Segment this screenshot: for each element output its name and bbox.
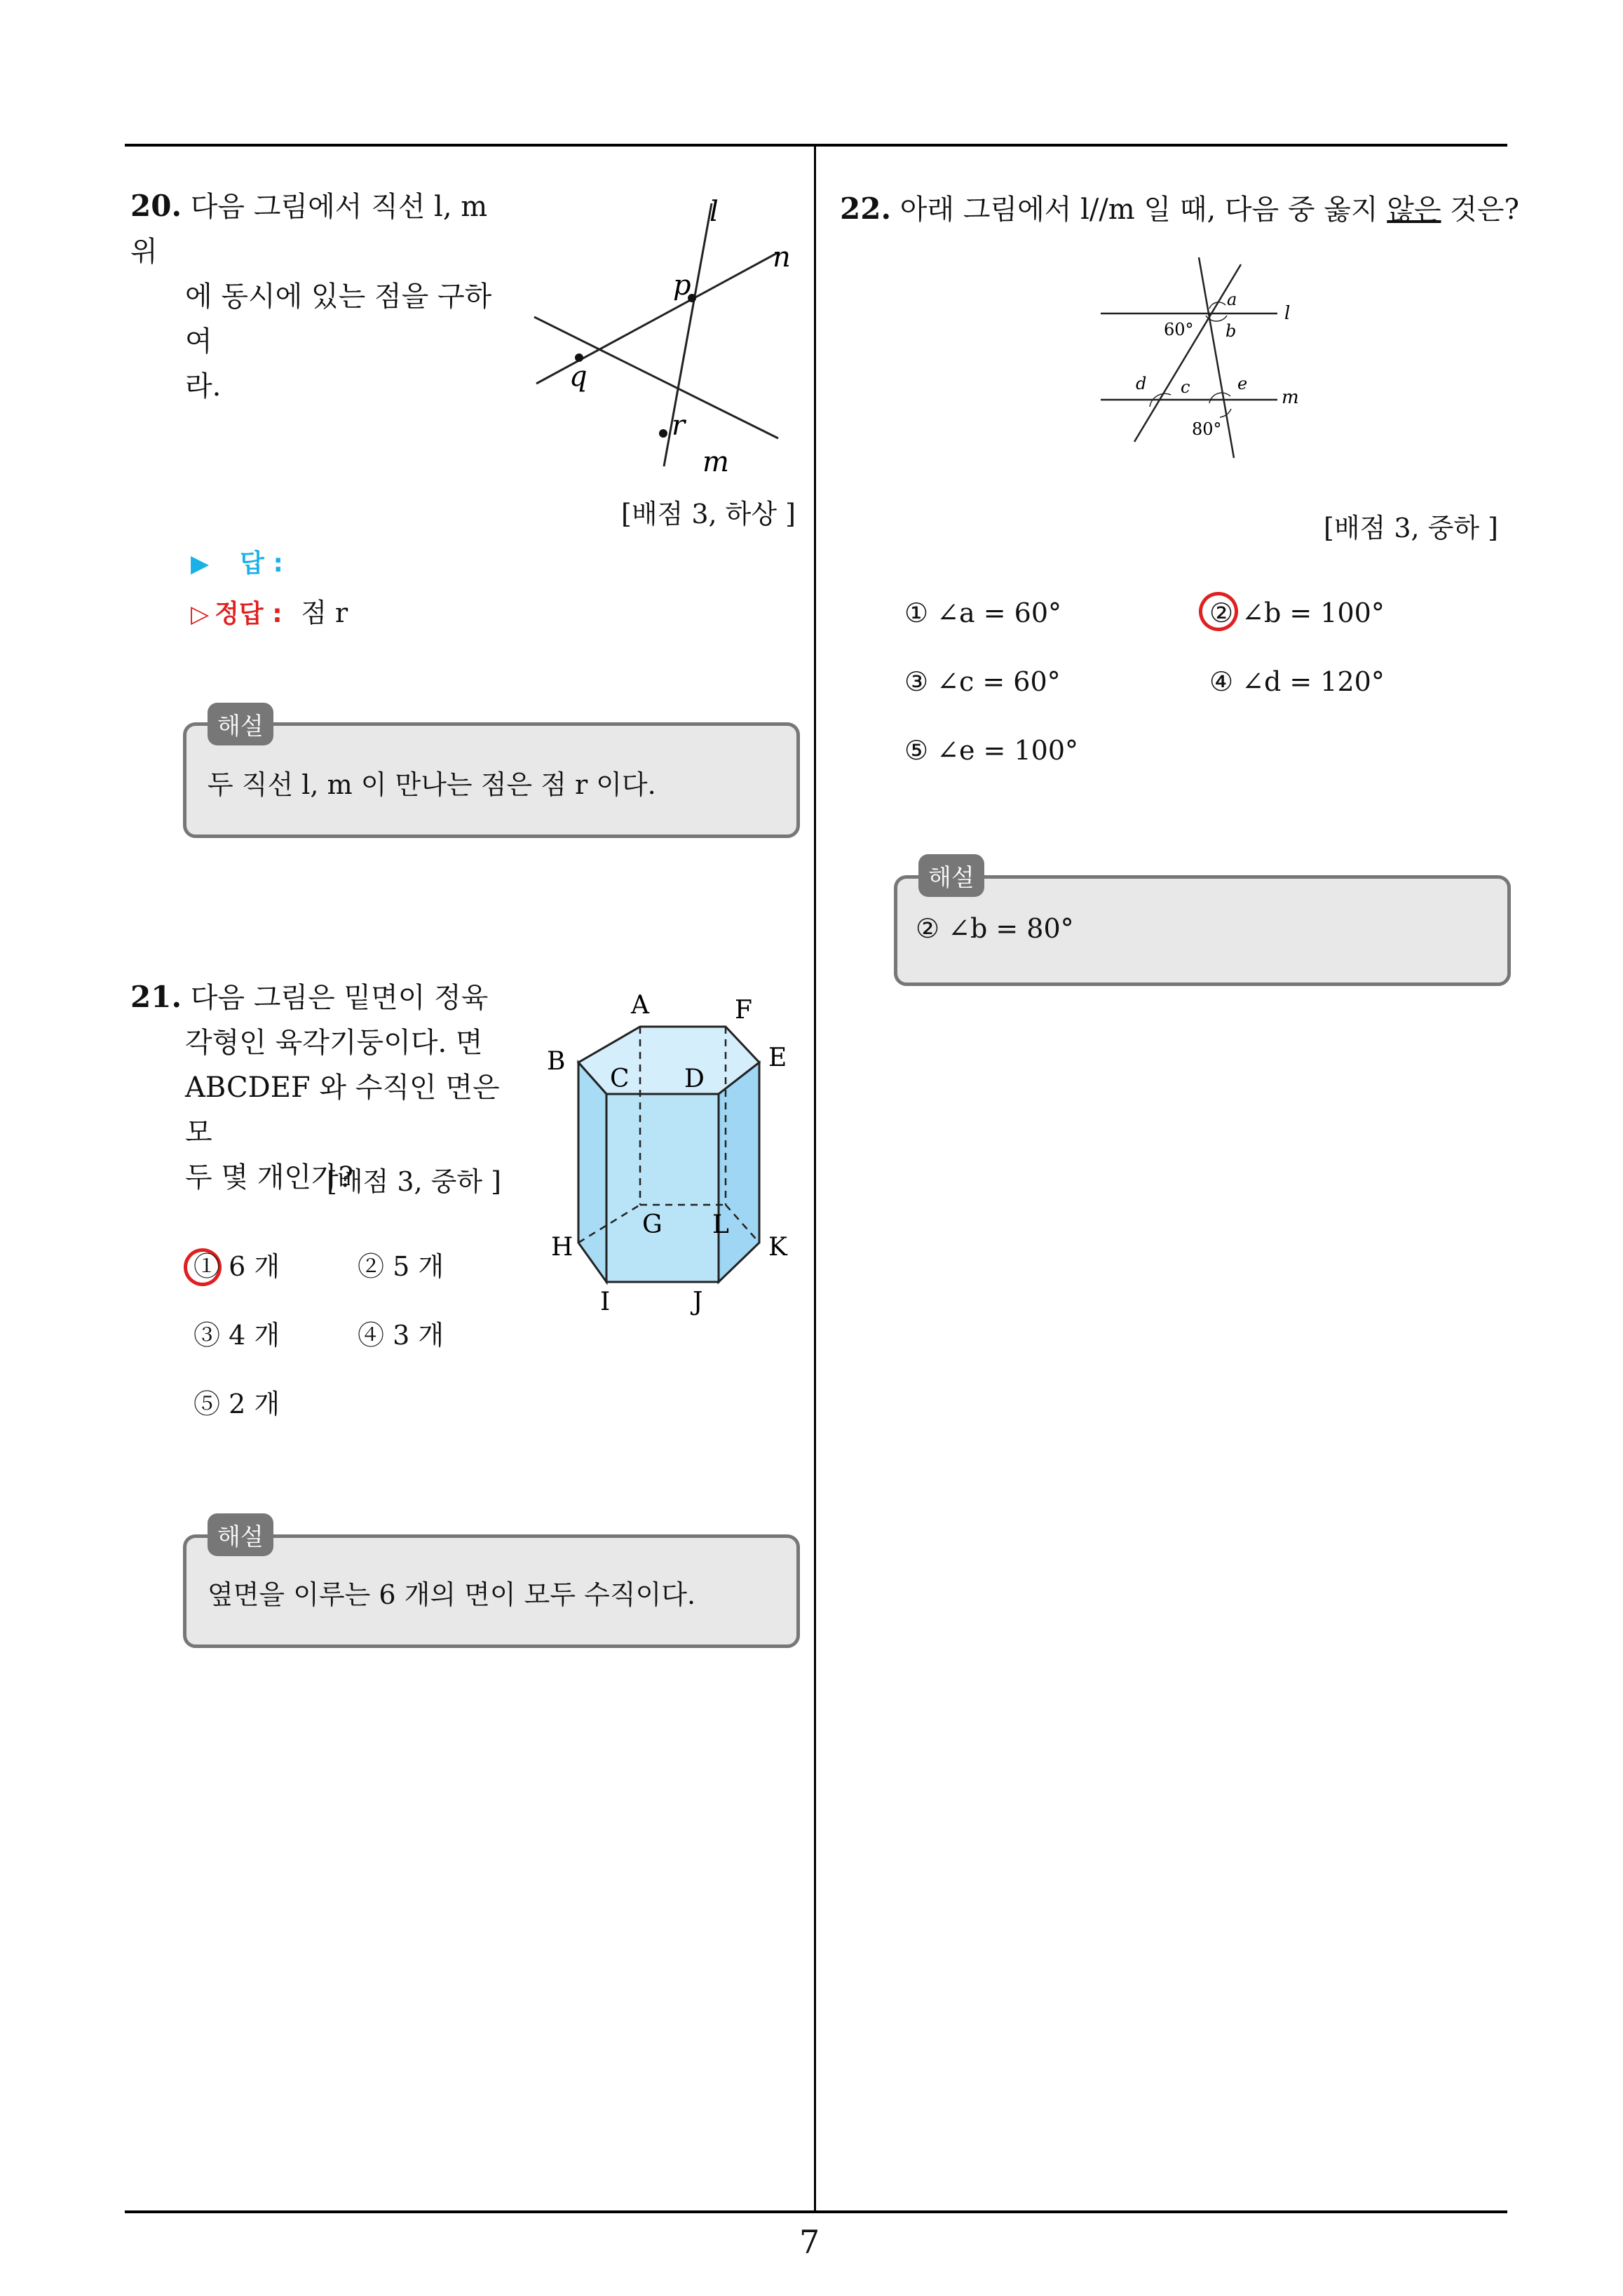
explanation-text: 두 직선 l, m 이 만나는 점은 점 r 이다. (208, 769, 656, 800)
question-number: 20. (130, 189, 182, 223)
question-text: 각형인 육각기둥이다. 면 (185, 1027, 483, 1059)
question-number: 22. (840, 191, 892, 226)
page-number: 7 (799, 2223, 820, 2261)
label-m: m (702, 446, 729, 478)
label-a: a (1227, 290, 1237, 309)
label-K: K (768, 1233, 787, 1262)
label-60: 60° (1164, 320, 1194, 339)
answer-label: 답 : (240, 549, 283, 578)
column-divider (814, 145, 816, 2213)
explanation-tag: 해설 (208, 1513, 273, 1556)
choice-1[interactable]: ① 6 개 (193, 1251, 280, 1282)
label-C: C (610, 1065, 630, 1093)
play-icon: ▶ (191, 550, 210, 578)
correct-answer-row (191, 591, 348, 630)
answer-row (191, 543, 283, 579)
choice-5[interactable]: ⑤ ∠e = 100° (904, 735, 1079, 766)
label-B: B (547, 1047, 566, 1076)
label-n: n (773, 241, 791, 274)
label-m: m (1282, 387, 1299, 408)
question-text: 두 몇 개인가? (185, 1161, 354, 1194)
top-rule (125, 144, 1507, 147)
choice-2[interactable]: ② ∠b = 100° (1209, 597, 1385, 628)
label-l: l (709, 196, 719, 228)
explanation-tag: 해설 (918, 854, 984, 897)
question-text: 에 동시에 있는 점을 구하여 (185, 281, 492, 358)
label-G: G (642, 1210, 663, 1239)
label-E: E (768, 1044, 787, 1072)
label-l: l (1284, 303, 1291, 324)
question-underlined: 않은 (1387, 194, 1441, 226)
outline-play-icon: ▷ (191, 600, 210, 628)
question-text: 라. (185, 370, 222, 403)
label-L: L (712, 1210, 729, 1239)
correct-label: 정답 : (215, 600, 283, 628)
score-20: [배점 3, 하상 ] (621, 499, 796, 529)
correct-value: 점 r (301, 597, 348, 628)
label-D: D (684, 1065, 705, 1093)
question-text: 것은? (1441, 194, 1519, 226)
label-r: r (672, 410, 686, 442)
choice-1[interactable]: ① ∠a = 60° (904, 597, 1061, 628)
label-F: F (735, 996, 752, 1025)
score-22: [배점 3, 중하 ] (1324, 513, 1498, 543)
label-e: e (1237, 374, 1248, 393)
label-A: A (631, 991, 649, 1020)
label-b: b (1225, 321, 1237, 341)
question-text: 아래 그림에서 l//m 일 때, 다음 중 옳지 (899, 194, 1387, 226)
label-q: q (569, 360, 588, 393)
parallel-lines-figure (1094, 249, 1318, 466)
question-text: 다음 그림에서 직선 l, m 위 (130, 191, 488, 268)
choice-4[interactable]: ④ ∠d = 120° (1209, 666, 1385, 697)
label-c: c (1181, 377, 1190, 397)
choice-3[interactable]: ③ ∠c = 60° (904, 666, 1061, 697)
label-p: p (673, 269, 691, 302)
lines-figure (519, 189, 813, 484)
question-22 (840, 187, 1519, 232)
label-I: I (600, 1288, 611, 1316)
score-21: [배점 3, 중하 ] (327, 1166, 501, 1197)
choice-4[interactable]: ④ 3 개 (358, 1320, 444, 1351)
explanation-text: ② ∠b = 80° (916, 913, 1074, 944)
hexagonal-prism-figure (540, 982, 806, 1318)
explanation-text: 옆면을 이루는 6 개의 면이 모두 수직이다. (208, 1579, 696, 1610)
choice-3[interactable]: ③ 4 개 (193, 1320, 280, 1351)
question-text: 다음 그림은 밑면이 정육 (190, 982, 489, 1014)
question-text: ABCDEF 와 수직인 면은 모 (185, 1072, 500, 1149)
bottom-rule (125, 2210, 1507, 2213)
question-number: 21. (130, 980, 182, 1014)
choice-5[interactable]: ⑤ 2 개 (193, 1389, 280, 1419)
label-d: d (1136, 374, 1147, 393)
explanation-tag: 해설 (208, 703, 273, 745)
question-20 (130, 184, 509, 409)
label-80: 80° (1192, 419, 1222, 439)
choice-2[interactable]: ② 5 개 (358, 1251, 444, 1282)
label-J: J (693, 1288, 703, 1316)
label-H: H (551, 1233, 573, 1262)
